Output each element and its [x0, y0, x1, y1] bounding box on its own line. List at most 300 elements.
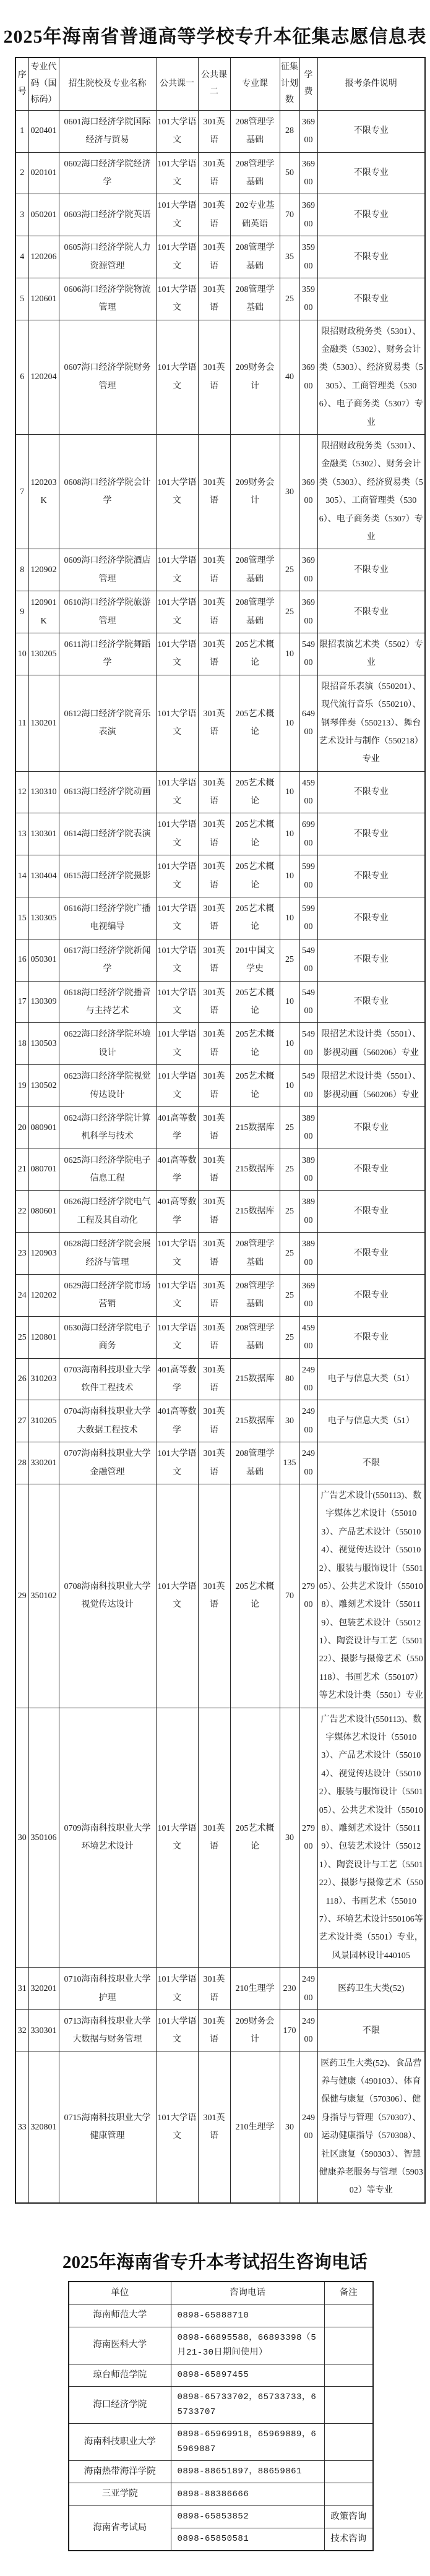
cell-public-course-2: 301英语	[198, 278, 230, 320]
cell-major-course: 209财务会计	[230, 320, 280, 434]
cell-major-code: 350102	[28, 1484, 59, 1708]
cell-college-major: 0612海口经济学院音乐表演	[59, 675, 156, 771]
cell-public-course-2: 301英语	[198, 435, 230, 549]
cell-college-major: 0608海口经济学院会计学	[59, 435, 156, 549]
cell-requirements: 广告艺术设计(550113)、数字媒体艺术设计（550103）、产品艺术设计（550104）、视觉传达设计（550102）、服装与服饰设计（550105）、公共艺术设计（550108）、雕刻艺术设计（550119）、包装艺术设计（550121）、陶瓷设计与工艺（550122）、摄影与摄像艺术（550118）、书画艺术（550107）等艺术设计类（5501）专业	[317, 1484, 425, 1708]
cell-plan-count: 10	[280, 1065, 299, 1107]
cell-public-course-1: 101大学语文	[156, 2009, 198, 2052]
cell-remark	[324, 2460, 373, 2483]
cell-requirements: 医药卫生大类(52)	[317, 1968, 425, 2010]
cell-major-code: 130301	[28, 813, 59, 855]
cell-phone: 0898-65897455	[171, 2364, 324, 2386]
cell-phone: 0898-88651897，88659861	[171, 2460, 324, 2483]
cell-seq: 5	[15, 278, 28, 320]
cell-plan-count: 30	[280, 435, 299, 549]
cell-requirements: 限招音乐表演（550201）、现代流行音乐（550210）、钢琴伴奏（550213）、舞台艺术设计与制作（550218）专业	[317, 675, 425, 771]
cell-tuition: 24900	[299, 2052, 317, 2203]
cell-major-course: 208管理学基础	[230, 278, 280, 320]
cell-seq: 10	[15, 633, 28, 675]
cell-seq: 30	[15, 1708, 28, 1967]
cell-major-code: 050201	[28, 194, 59, 236]
cell-public-course-1: 101大学语文	[156, 435, 198, 549]
admission-table-row	[15, 2009, 425, 2052]
cell-college-major: 0630海口经济学院电子商务	[59, 1316, 156, 1358]
cell-public-course-2: 301英语	[198, 2009, 230, 2052]
cell-major-code: 080601	[28, 1191, 59, 1233]
admission-table-row	[15, 813, 425, 855]
cell-seq: 6	[15, 320, 28, 434]
cell-requirements: 限招表演艺术类（5502）专业	[317, 633, 425, 675]
cell-requirements: 不限专业	[317, 897, 425, 939]
cell-public-course-2: 301英语	[198, 236, 230, 278]
cell-tuition: 45900	[299, 771, 317, 813]
cell-tuition: 27900	[299, 1484, 317, 1708]
cell-tuition: 59900	[299, 855, 317, 897]
cell-major-course: 208管理学基础	[230, 110, 280, 152]
cell-plan-count: 50	[280, 152, 299, 194]
cell-requirements: 不限专业	[317, 1106, 425, 1149]
cell-major-code: 130205	[28, 633, 59, 675]
cell-major-code: 130305	[28, 897, 59, 939]
cell-major-course: 205艺术概论	[230, 855, 280, 897]
cell-public-course-2: 301英语	[198, 897, 230, 939]
cell-public-course-1: 101大学语文	[156, 1708, 198, 1967]
cell-seq: 13	[15, 813, 28, 855]
cell-public-course-2: 301英语	[198, 320, 230, 434]
cell-public-course-1: 101大学语文	[156, 320, 198, 434]
cell-unit: 琼台师范学院	[69, 2364, 171, 2386]
cell-requirements: 不限	[317, 2009, 425, 2052]
cell-tuition: 38900	[299, 1233, 317, 1275]
cell-plan-count: 10	[280, 1023, 299, 1065]
cell-major-course: 210生理学	[230, 1968, 280, 2010]
cell-requirements: 不限专业	[317, 549, 425, 591]
cell-major-code: 120202	[28, 1275, 59, 1317]
cell-college-major: 0704海南科技职业大学大数据工程技术	[59, 1400, 156, 1442]
cell-tuition: 36900	[299, 435, 317, 549]
cell-major-course: 208管理学基础	[230, 152, 280, 194]
cell-public-course-1: 101大学语文	[156, 1484, 198, 1708]
cell-seq: 28	[15, 1442, 28, 1484]
cell-plan-count: 80	[280, 1358, 299, 1400]
cell-remark	[324, 2386, 373, 2423]
cell-plan-count: 25	[280, 591, 299, 633]
phone-table-row	[69, 2364, 373, 2386]
cell-public-course-1: 101大学语文	[156, 1065, 198, 1107]
admission-table-row	[15, 1191, 425, 1233]
cell-unit: 海南热带海洋学院	[69, 2460, 171, 2483]
header-unit: 单位	[69, 2282, 171, 2304]
cell-requirements: 不限专业	[317, 278, 425, 320]
cell-requirements: 限招财政税务类（5301）、金融类（5302）、财务会计类（5303）、经济贸易类（5305）、工商管理类（5306）、电子商务类（5307）专业	[317, 320, 425, 434]
cell-college-major: 0707海南科技职业大学金融管理	[59, 1442, 156, 1484]
phone-table-row	[69, 2460, 373, 2483]
cell-major-code: 320801	[28, 2052, 59, 2203]
cell-seq: 4	[15, 236, 28, 278]
header-phone: 咨询电话	[171, 2282, 324, 2304]
cell-tuition: 36900	[299, 320, 317, 434]
cell-major-course: 209财务会计	[230, 435, 280, 549]
header-requirements: 报考条件说明	[317, 58, 425, 110]
cell-major-course: 208管理学基础	[230, 1316, 280, 1358]
cell-requirements: 限招财政税务类（5301）、金融类（5302）、财务会计类（5303）、经济贸易类（5305）、工商管理类（5306）、电子商务类（5307）专业	[317, 435, 425, 549]
phone-table-row	[69, 2505, 373, 2528]
cell-plan-count: 35	[280, 236, 299, 278]
cell-remark: 技术咨询	[324, 2528, 373, 2551]
cell-public-course-1: 401高等数学	[156, 1358, 198, 1400]
cell-seq: 21	[15, 1149, 28, 1191]
cell-seq: 3	[15, 194, 28, 236]
cell-college-major: 0715海南科技职业大学健康管理	[59, 2052, 156, 2203]
header-college-major: 招生院校及专业名称	[59, 58, 156, 110]
cell-college-major: 0626海口经济学院电气工程及其自动化	[59, 1191, 156, 1233]
cell-seq: 9	[15, 591, 28, 633]
cell-plan-count: 10	[280, 855, 299, 897]
cell-public-course-1: 101大学语文	[156, 152, 198, 194]
cell-major-code: 120204	[28, 320, 59, 434]
cell-public-course-2: 301英语	[198, 1400, 230, 1442]
cell-requirements: 不限专业	[317, 771, 425, 813]
cell-plan-count: 25	[280, 1191, 299, 1233]
cell-major-course: 208管理学基础	[230, 1275, 280, 1317]
cell-public-course-1: 101大学语文	[156, 236, 198, 278]
cell-tuition: 24900	[299, 1400, 317, 1442]
cell-major-code: 120903	[28, 1233, 59, 1275]
cell-major-code: 130404	[28, 855, 59, 897]
admission-table-row	[15, 320, 425, 434]
phone-table-row	[69, 2386, 373, 2423]
cell-major-code: 130309	[28, 981, 59, 1023]
cell-college-major: 0710海南科技职业大学护理	[59, 1968, 156, 2010]
cell-public-course-2: 301英语	[198, 549, 230, 591]
phone-table	[68, 2281, 374, 2552]
cell-seq: 27	[15, 1400, 28, 1442]
cell-public-course-2: 301英语	[198, 1275, 230, 1317]
cell-major-course: 215数据库	[230, 1191, 280, 1233]
cell-public-course-1: 101大学语文	[156, 1023, 198, 1065]
cell-major-code: 330301	[28, 2009, 59, 2052]
cell-requirements: 不限专业	[317, 939, 425, 981]
cell-college-major: 0708海南科技职业大学视觉传达设计	[59, 1484, 156, 1708]
cell-college-major: 0616海口经济学院广播电视编导	[59, 897, 156, 939]
cell-public-course-1: 101大学语文	[156, 194, 198, 236]
cell-public-course-1: 101大学语文	[156, 675, 198, 771]
cell-requirements: 不限专业	[317, 1275, 425, 1317]
cell-public-course-2: 301英语	[198, 1358, 230, 1400]
cell-major-course: 215数据库	[230, 1400, 280, 1442]
cell-college-major: 0614海口经济学院表演	[59, 813, 156, 855]
cell-major-code: 080701	[28, 1149, 59, 1191]
cell-college-major: 0609海口经济学院酒店管理	[59, 549, 156, 591]
cell-public-course-1: 101大学语文	[156, 897, 198, 939]
cell-college-major: 0610海口经济学院旅游管理	[59, 591, 156, 633]
cell-major-code: 120902	[28, 549, 59, 591]
cell-college-major: 0613海口经济学院动画	[59, 771, 156, 813]
header-remark: 备注	[324, 2282, 373, 2304]
cell-requirements: 不限专业	[317, 1149, 425, 1191]
cell-public-course-2: 301英语	[198, 1149, 230, 1191]
cell-major-code: 120801	[28, 1316, 59, 1358]
cell-public-course-2: 301英语	[198, 675, 230, 771]
cell-college-major: 0617海口经济学院新闻学	[59, 939, 156, 981]
cell-unit: 海南科技职业大学	[69, 2423, 171, 2460]
cell-major-code: 310203	[28, 1358, 59, 1400]
admission-table-row	[15, 110, 425, 152]
cell-college-major: 0629海口经济学院市场营销	[59, 1275, 156, 1317]
cell-tuition: 36900	[299, 110, 317, 152]
admission-table-row	[15, 194, 425, 236]
document-page	[0, 21, 430, 2576]
admission-table-row	[15, 1233, 425, 1275]
admission-table-row	[15, 591, 425, 633]
cell-major-course: 205艺术概论	[230, 633, 280, 675]
cell-phone: 0898-65850581	[171, 2528, 324, 2551]
cell-requirements: 不限专业	[317, 591, 425, 633]
cell-public-course-1: 101大学语文	[156, 1275, 198, 1317]
cell-major-course: 205艺术概论	[230, 771, 280, 813]
admission-table-row	[15, 152, 425, 194]
cell-requirements: 不限专业	[317, 236, 425, 278]
admission-table-row	[15, 897, 425, 939]
admission-table-row	[15, 236, 425, 278]
cell-college-major: 0622海口经济学院环境设计	[59, 1023, 156, 1065]
cell-major-course: 205艺术概论	[230, 1708, 280, 1967]
admission-table-row	[15, 1358, 425, 1400]
cell-seq: 18	[15, 1023, 28, 1065]
cell-major-course: 205艺术概论	[230, 1065, 280, 1107]
cell-major-course: 208管理学基础	[230, 1442, 280, 1484]
cell-public-course-2: 301英语	[198, 1316, 230, 1358]
cell-seq: 7	[15, 435, 28, 549]
cell-tuition: 24900	[299, 2009, 317, 2052]
cell-seq: 33	[15, 2052, 28, 2203]
cell-college-major: 0703海南科技职业大学软件工程技术	[59, 1358, 156, 1400]
cell-major-code: 310205	[28, 1400, 59, 1442]
phone-table-row	[69, 2304, 373, 2327]
cell-plan-count: 10	[280, 771, 299, 813]
cell-remark: 政策咨询	[324, 2505, 373, 2528]
cell-major-code: 350106	[28, 1708, 59, 1967]
cell-requirements: 不限专业	[317, 152, 425, 194]
cell-remark	[324, 2304, 373, 2327]
cell-plan-count: 25	[280, 549, 299, 591]
cell-seq: 29	[15, 1484, 28, 1708]
cell-plan-count: 25	[280, 1233, 299, 1275]
admission-table-row	[15, 771, 425, 813]
cell-seq: 26	[15, 1358, 28, 1400]
cell-public-course-2: 301英语	[198, 591, 230, 633]
cell-college-major: 0625海口经济学院电子信息工程	[59, 1149, 156, 1191]
cell-plan-count: 135	[280, 1442, 299, 1484]
cell-tuition: 54900	[299, 1065, 317, 1107]
cell-requirements: 不限专业	[317, 981, 425, 1023]
admission-table-row	[15, 855, 425, 897]
cell-seq: 31	[15, 1968, 28, 2010]
cell-plan-count: 25	[280, 1316, 299, 1358]
cell-tuition: 38900	[299, 1191, 317, 1233]
admission-table-row	[15, 1316, 425, 1358]
admission-table-row	[15, 1106, 425, 1149]
cell-unit: 海南医科大学	[69, 2327, 171, 2364]
cell-major-course: 205艺术概论	[230, 1023, 280, 1065]
cell-public-course-2: 301英语	[198, 1484, 230, 1708]
cell-major-code: 130502	[28, 1065, 59, 1107]
cell-seq: 23	[15, 1233, 28, 1275]
cell-college-major: 0709海南科技职业大学环境艺术设计	[59, 1708, 156, 1967]
cell-public-course-1: 401高等数学	[156, 1149, 198, 1191]
cell-major-code: 330201	[28, 1442, 59, 1484]
cell-requirements: 电子与信息大类（51）	[317, 1400, 425, 1442]
cell-phone: 0898-65888710	[171, 2304, 324, 2327]
cell-public-course-1: 101大学语文	[156, 278, 198, 320]
cell-tuition: 59900	[299, 897, 317, 939]
cell-requirements: 不限专业	[317, 855, 425, 897]
cell-major-code: 020101	[28, 152, 59, 194]
cell-plan-count: 40	[280, 320, 299, 434]
admission-table	[15, 57, 426, 2204]
cell-public-course-2: 301英语	[198, 771, 230, 813]
cell-college-major: 0611海口经济学院舞蹈学	[59, 633, 156, 675]
cell-tuition: 38900	[299, 1149, 317, 1191]
admission-table-row	[15, 1400, 425, 1442]
cell-phone: 0898-66895588，66893398（5月21-30日期间使用）	[171, 2327, 324, 2364]
cell-tuition: 38900	[299, 1106, 317, 1149]
admission-table-row	[15, 2052, 425, 2203]
header-major-course: 专业课	[230, 58, 280, 110]
cell-public-course-2: 301英语	[198, 1191, 230, 1233]
header-plan-count: 征集计划数	[280, 58, 299, 110]
cell-public-course-1: 101大学语文	[156, 939, 198, 981]
cell-college-major: 0606海口经济学院物流管理	[59, 278, 156, 320]
cell-major-code: 130201	[28, 675, 59, 771]
cell-seq: 15	[15, 897, 28, 939]
cell-remark	[324, 2364, 373, 2386]
cell-plan-count: 30	[280, 2052, 299, 2203]
cell-seq: 16	[15, 939, 28, 981]
cell-major-course: 205艺术概论	[230, 813, 280, 855]
admission-table-row	[15, 549, 425, 591]
cell-plan-count: 10	[280, 633, 299, 675]
cell-major-code: 020401	[28, 110, 59, 152]
admission-table-title: 2025年海南省普通高等学校专升本征集志愿信息表	[3, 27, 427, 47]
bottom-margin	[0, 2551, 430, 2576]
cell-major-course: 215数据库	[230, 1106, 280, 1149]
cell-seq: 19	[15, 1065, 28, 1107]
cell-remark	[324, 2483, 373, 2505]
cell-public-course-2: 301英语	[198, 1023, 230, 1065]
admission-table-row	[15, 1149, 425, 1191]
cell-public-course-2: 301英语	[198, 1065, 230, 1107]
cell-seq: 17	[15, 981, 28, 1023]
cell-seq: 2	[15, 152, 28, 194]
cell-public-course-2: 301英语	[198, 855, 230, 897]
cell-requirements: 限招艺术设计类（5501）、影视动画（560206）专业	[317, 1023, 425, 1065]
cell-college-major: 0628海口经济学院会展经济与管理	[59, 1233, 156, 1275]
cell-tuition: 35900	[299, 236, 317, 278]
admission-table-row	[15, 1484, 425, 1708]
cell-public-course-1: 101大学语文	[156, 813, 198, 855]
cell-public-course-2: 301英语	[198, 194, 230, 236]
cell-phone: 0898-65853852	[171, 2505, 324, 2528]
cell-major-course: 205艺术概论	[230, 981, 280, 1023]
cell-tuition: 64900	[299, 675, 317, 771]
cell-phone: 0898-65969918，65969889，65969887	[171, 2423, 324, 2460]
phone-table-row	[69, 2327, 373, 2364]
admission-table-row	[15, 278, 425, 320]
cell-public-course-2: 301英语	[198, 1233, 230, 1275]
admission-table-row	[15, 1442, 425, 1484]
cell-seq: 1	[15, 110, 28, 152]
cell-tuition: 27900	[299, 1708, 317, 1967]
cell-plan-count: 10	[280, 897, 299, 939]
cell-major-code: 120206	[28, 236, 59, 278]
cell-tuition: 54900	[299, 1023, 317, 1065]
cell-requirements: 不限专业	[317, 194, 425, 236]
cell-seq: 20	[15, 1106, 28, 1149]
admission-table-row	[15, 1023, 425, 1065]
cell-seq: 32	[15, 2009, 28, 2052]
cell-plan-count: 25	[280, 1149, 299, 1191]
cell-college-major: 0607海口经济学院财务管理	[59, 320, 156, 434]
cell-major-code: 130503	[28, 1023, 59, 1065]
admission-table-row	[15, 1065, 425, 1107]
cell-unit: 海南师范大学	[69, 2304, 171, 2327]
cell-public-course-2: 301英语	[198, 1442, 230, 1484]
cell-public-course-1: 101大学语文	[156, 633, 198, 675]
cell-public-course-1: 101大学语文	[156, 1442, 198, 1484]
cell-remark	[324, 2423, 373, 2460]
cell-seq: 22	[15, 1191, 28, 1233]
cell-public-course-1: 401高等数学	[156, 1400, 198, 1442]
cell-college-major: 0602海口经济学院经济学	[59, 152, 156, 194]
cell-public-course-1: 101大学语文	[156, 110, 198, 152]
cell-tuition: 35900	[299, 278, 317, 320]
cell-tuition: 36900	[299, 549, 317, 591]
cell-plan-count: 10	[280, 813, 299, 855]
cell-requirements: 不限专业	[317, 1233, 425, 1275]
cell-major-course: 208管理学基础	[230, 549, 280, 591]
phone-table-row	[69, 2483, 373, 2505]
cell-tuition: 54900	[299, 633, 317, 675]
cell-public-course-1: 101大学语文	[156, 591, 198, 633]
cell-tuition: 36900	[299, 591, 317, 633]
cell-public-course-2: 301英语	[198, 2052, 230, 2203]
cell-requirements: 电子与信息大类（51）	[317, 1358, 425, 1400]
cell-remark	[324, 2327, 373, 2364]
cell-tuition: 36900	[299, 152, 317, 194]
cell-college-major: 0603海口经济学院英语	[59, 194, 156, 236]
cell-unit: 海口经济学院	[69, 2386, 171, 2423]
cell-tuition: 24900	[299, 1442, 317, 1484]
cell-major-course: 205艺术概论	[230, 675, 280, 771]
cell-requirements: 不限专业	[317, 110, 425, 152]
cell-seq: 8	[15, 549, 28, 591]
cell-public-course-2: 301英语	[198, 152, 230, 194]
cell-requirements: 不限专业	[317, 813, 425, 855]
cell-requirements: 不限专业	[317, 1191, 425, 1233]
cell-plan-count: 30	[280, 1708, 299, 1967]
header-major-code: 专业代码（国标码）	[28, 58, 59, 110]
admission-table-row	[15, 633, 425, 675]
cell-requirements: 不限	[317, 1442, 425, 1484]
cell-tuition: 69900	[299, 813, 317, 855]
admission-table-row	[15, 435, 425, 549]
cell-major-code: 120901K	[28, 591, 59, 633]
cell-public-course-1: 401高等数学	[156, 1106, 198, 1149]
cell-major-course: 215数据库	[230, 1358, 280, 1400]
cell-plan-count: 25	[280, 939, 299, 981]
cell-plan-count: 170	[280, 2009, 299, 2052]
